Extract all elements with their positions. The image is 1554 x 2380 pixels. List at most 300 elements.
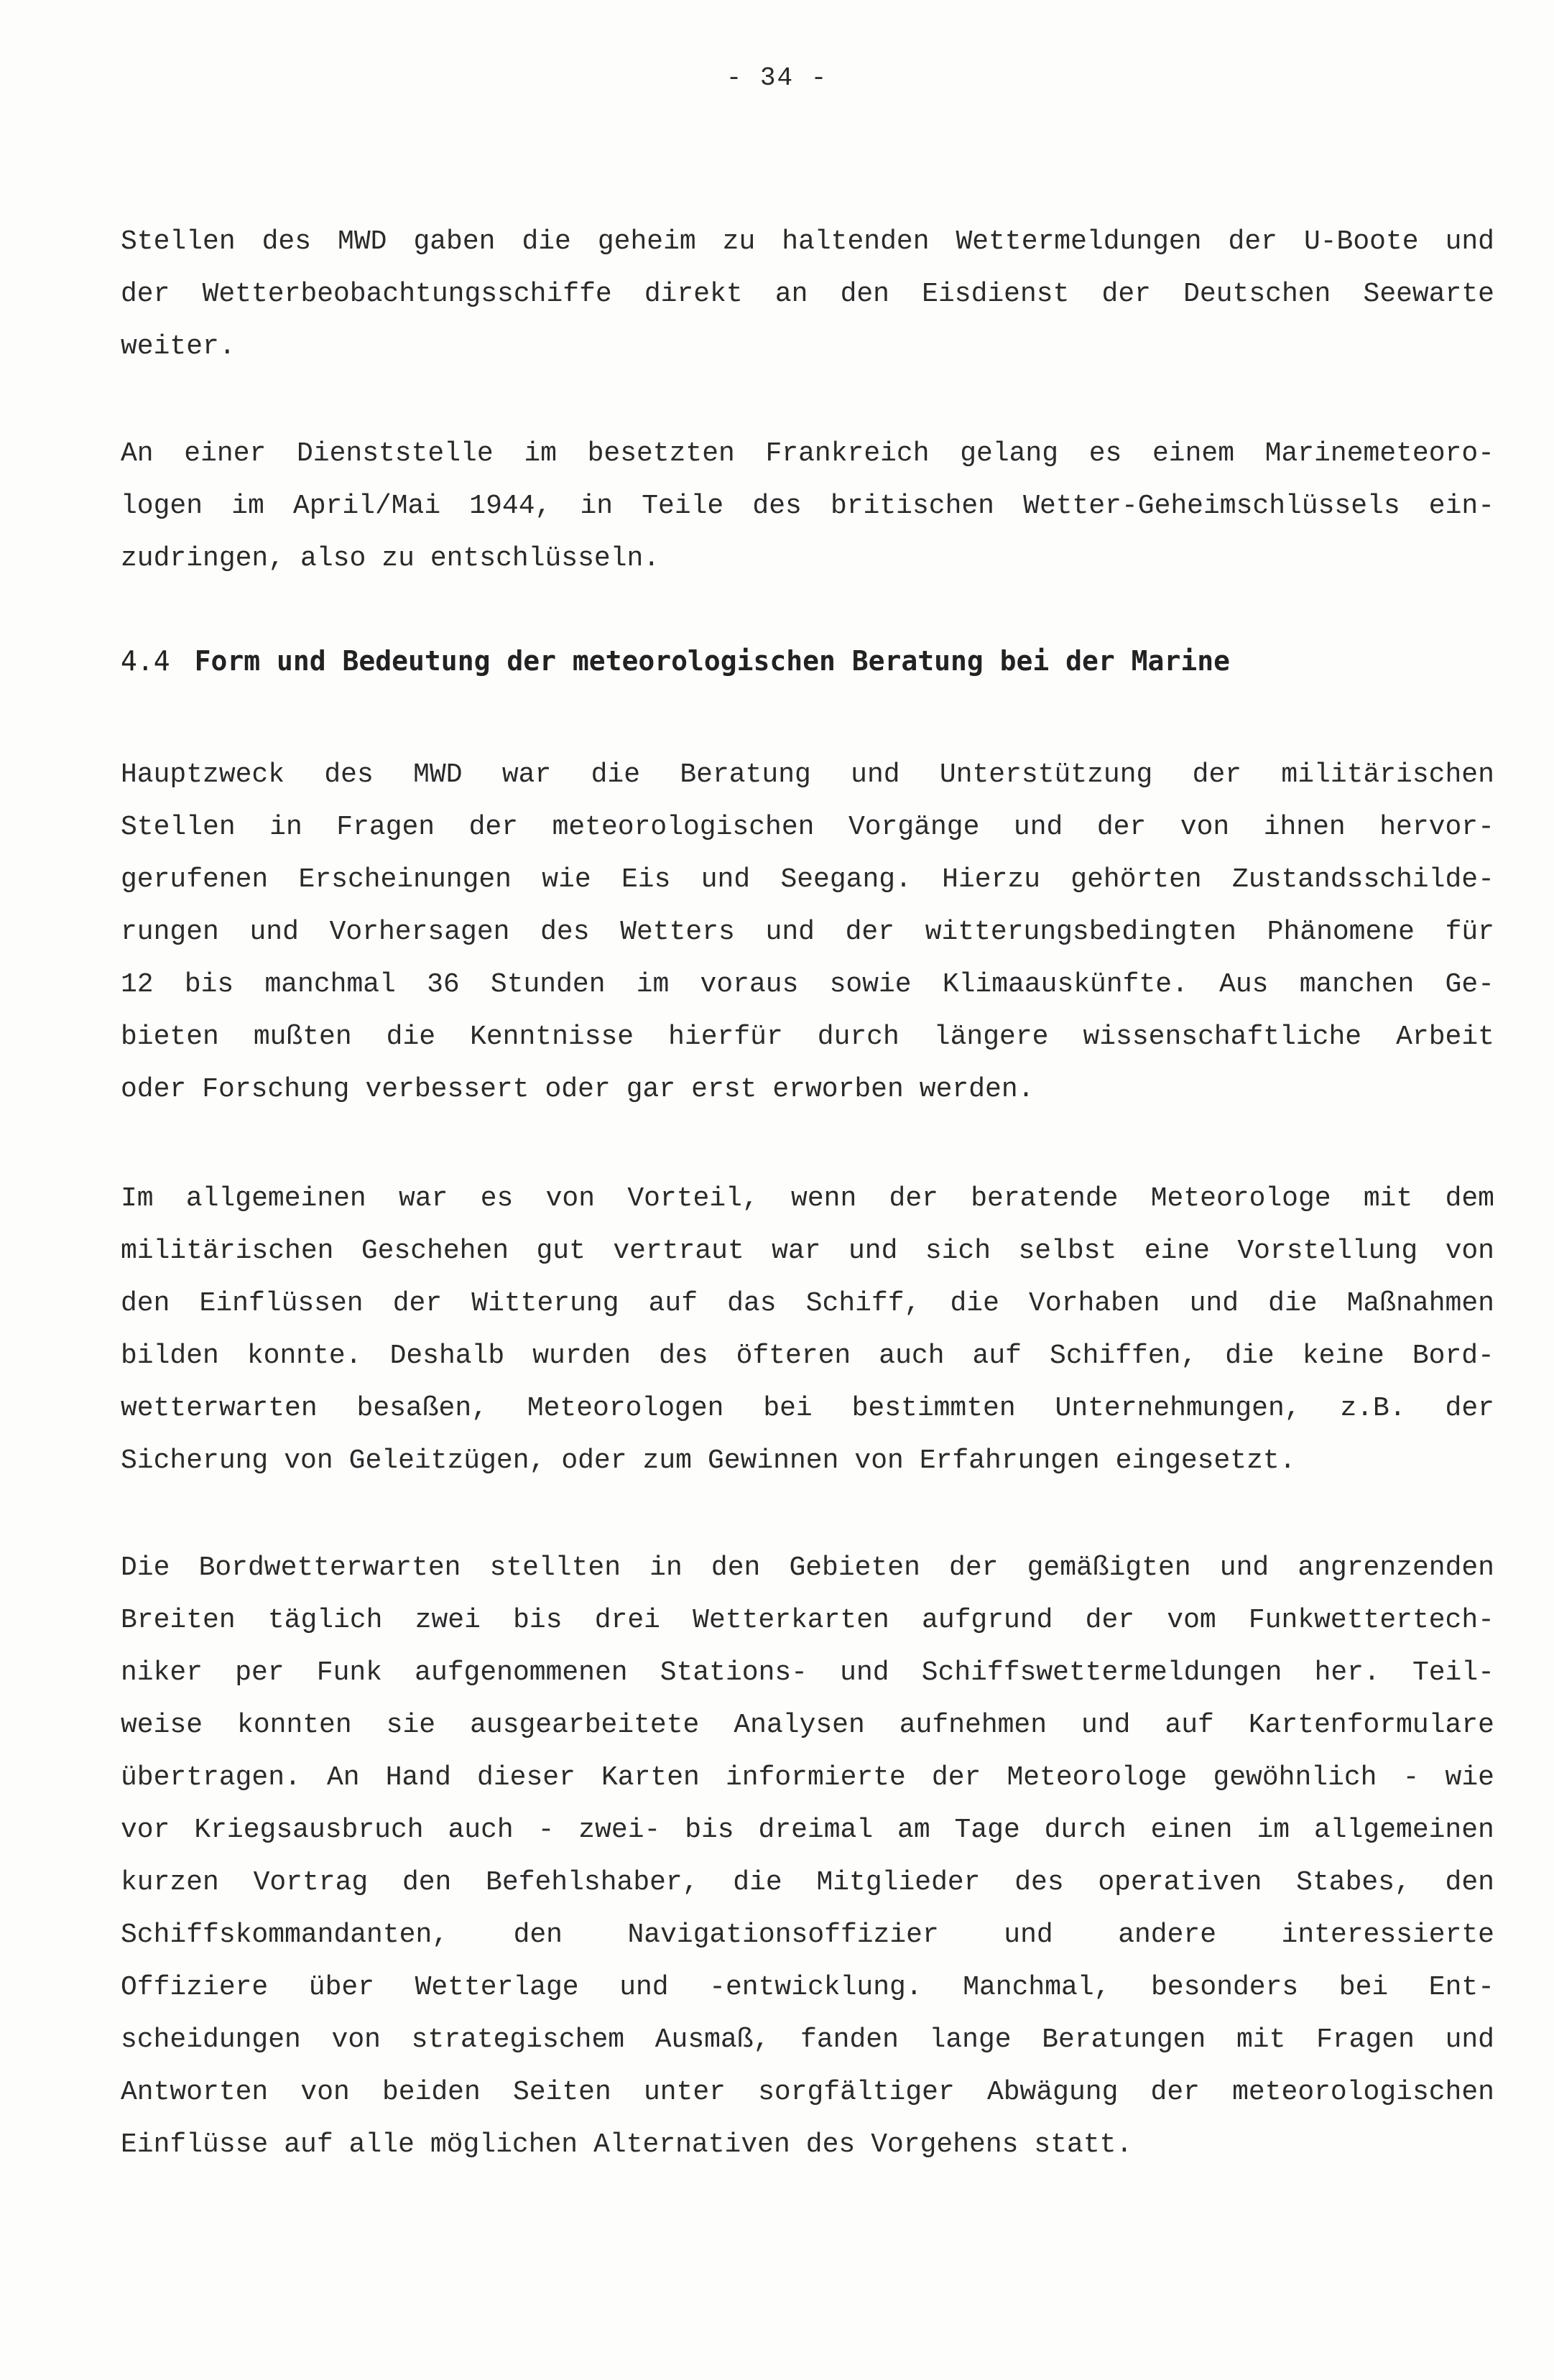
word: Erfahrungen <box>919 1445 1100 1476</box>
word: die <box>522 226 571 257</box>
word: Manchmal, <box>963 1972 1111 2003</box>
word: des <box>659 1341 708 1371</box>
word: aufgenommenen <box>415 1657 628 1688</box>
word: ausgearbeitete <box>470 1710 700 1741</box>
word: auf <box>972 1341 1022 1371</box>
section-heading <box>121 645 1230 677</box>
word: auch <box>448 1815 514 1846</box>
text-line <box>121 1011 1494 1063</box>
word: Schiffswettermeldungen <box>921 1657 1282 1688</box>
word: Schiff, <box>805 1288 921 1319</box>
word: und <box>840 1657 889 1688</box>
word: ein- <box>1428 491 1494 522</box>
word: auf <box>648 1288 698 1319</box>
word: Deshalb <box>389 1341 505 1371</box>
text-line <box>121 427 1494 480</box>
word: selbst <box>1018 1236 1117 1267</box>
word: an <box>774 279 808 310</box>
word: am <box>897 1815 930 1846</box>
word: für <box>1445 917 1494 948</box>
word: 36 <box>427 969 460 1000</box>
word: den <box>402 1867 452 1898</box>
word: geheim <box>597 226 696 257</box>
word: Kenntnisse <box>470 1022 634 1052</box>
word: bilden <box>121 1341 219 1371</box>
word: niker <box>121 1657 203 1688</box>
word: weise <box>121 1710 203 1741</box>
word: Hierzu <box>942 864 1040 895</box>
word: oder <box>561 1445 627 1476</box>
text-line <box>121 1330 1494 1382</box>
word: Vorgehens <box>871 2129 1019 2160</box>
word: Die <box>121 1552 170 1583</box>
word: des <box>324 759 374 790</box>
word: Forschung <box>202 1074 350 1105</box>
word: Bordwetterwarten <box>198 1552 461 1583</box>
word: Befehlshaber, <box>486 1867 699 1898</box>
page-number: - 34 - <box>726 63 828 93</box>
text-line <box>121 1856 1494 1909</box>
word: Antworten <box>121 2077 269 2108</box>
word: haltenden <box>782 226 930 257</box>
word: die <box>1268 1288 1318 1319</box>
word: Arbeit <box>1396 1022 1494 1052</box>
word: der <box>949 1552 999 1583</box>
word: Fragen <box>336 812 435 843</box>
word: Vorhersagen <box>329 917 510 948</box>
word: und <box>1189 1288 1239 1319</box>
word: dieser <box>477 1762 575 1793</box>
word: alle <box>348 2129 415 2160</box>
word: wetterwarten <box>121 1393 318 1424</box>
word: den <box>121 1288 170 1319</box>
word: Mitglieder <box>816 1867 981 1898</box>
word: allgemeinen <box>1314 1815 1494 1846</box>
word: Ge- <box>1445 969 1494 1000</box>
word: und <box>765 917 815 948</box>
word: Einflüssen <box>199 1288 364 1319</box>
word: der <box>889 1183 938 1214</box>
word: täglich <box>267 1605 383 1636</box>
word: von <box>1445 1236 1494 1267</box>
word: strategischem <box>411 2024 625 2055</box>
word: einer <box>184 438 267 469</box>
word: zu <box>722 226 756 257</box>
word: also <box>300 543 366 574</box>
word: per <box>235 1657 285 1688</box>
word: und <box>1004 1920 1053 1950</box>
word: dem <box>1445 1183 1494 1214</box>
word: gehörten <box>1070 864 1202 895</box>
word: Wetterbeobachtungsschiffe <box>202 279 612 310</box>
word: hervor- <box>1379 812 1494 843</box>
word: die <box>950 1288 999 1319</box>
word: des <box>805 2129 856 2160</box>
word: vom <box>1167 1605 1216 1636</box>
word: des <box>540 917 590 948</box>
word: war <box>501 759 552 790</box>
word: Vorstellung <box>1237 1236 1418 1267</box>
word: gewöhnlich <box>1213 1762 1377 1793</box>
word: aufgrund <box>922 1605 1053 1636</box>
word: gerufenen <box>121 864 269 895</box>
word: Meteorologe <box>1007 1762 1188 1793</box>
word: Sicherung <box>121 1445 269 1476</box>
word: längere <box>933 1022 1049 1052</box>
word: einen <box>1150 1815 1233 1846</box>
word: werden. <box>919 1074 1035 1105</box>
text-line <box>121 1063 1494 1116</box>
word: der <box>1085 1605 1135 1636</box>
word: militärischen <box>121 1236 334 1267</box>
text-line <box>121 853 1494 906</box>
word: der <box>845 917 895 948</box>
word: gemäßigten <box>1027 1552 1191 1583</box>
word: auf <box>1165 1710 1214 1741</box>
word: 12 <box>121 969 154 1000</box>
text-line <box>121 1961 1494 2014</box>
word: vertraut <box>613 1236 744 1267</box>
text-line <box>121 1804 1494 1856</box>
word: verbessert <box>365 1074 529 1105</box>
word: zu <box>381 543 415 574</box>
word: fanden <box>800 2024 899 2055</box>
word: Abwägung <box>986 2077 1119 2108</box>
word: Wetters <box>620 917 735 948</box>
word: manchen <box>1299 969 1415 1000</box>
word: Seewarte <box>1363 279 1494 310</box>
word: Eisdienst <box>922 279 1070 310</box>
word: Bord- <box>1412 1341 1494 1371</box>
word: bis <box>685 1815 734 1846</box>
word: Teil- <box>1412 1657 1494 1688</box>
word: oder <box>545 1074 611 1105</box>
text-line <box>121 1382 1494 1435</box>
word: aufnehmen <box>899 1710 1047 1741</box>
word: und <box>1445 2024 1494 2055</box>
word: Funkwettertech- <box>1248 1605 1494 1636</box>
word: der <box>121 279 170 310</box>
word: auch <box>879 1341 945 1371</box>
word: britischen <box>830 491 994 522</box>
word: den <box>840 279 889 310</box>
word: bestimmten <box>851 1393 1016 1424</box>
word: mußten <box>253 1022 352 1052</box>
word: Vortrag <box>253 1867 369 1898</box>
word: - <box>537 1815 555 1846</box>
word: Seegang. <box>780 864 912 895</box>
word: von <box>300 2077 350 2108</box>
word: sie <box>386 1710 436 1741</box>
word: Witterung <box>471 1288 619 1319</box>
word: zwei- <box>578 1815 661 1846</box>
text-line <box>121 1699 1494 1751</box>
word: Zustandsschilde- <box>1232 864 1494 895</box>
word: Offiziere <box>121 1972 269 2003</box>
word: - <box>1402 1762 1420 1793</box>
text-line <box>121 958 1494 1011</box>
word: ihnen <box>1263 812 1346 843</box>
word: Hand <box>385 1762 451 1793</box>
word: gelang <box>960 438 1059 469</box>
word: und <box>1445 226 1494 257</box>
word: bieten <box>121 1022 219 1052</box>
word: kurzen <box>121 1867 219 1898</box>
word: und <box>848 1236 898 1267</box>
word: öfteren <box>736 1341 851 1371</box>
word: Beratungen <box>1042 2024 1206 2055</box>
word: Maßnahmen <box>1346 1288 1494 1319</box>
word: besetzten <box>587 438 735 469</box>
word: übertragen. <box>121 1762 301 1793</box>
word: Geleitzügen, <box>348 1445 546 1476</box>
word: zum <box>642 1445 692 1476</box>
text-line <box>121 268 1494 320</box>
word: wie <box>542 864 591 895</box>
word: Tage <box>954 1815 1020 1846</box>
word: beratende <box>971 1183 1119 1214</box>
word: im <box>1257 1815 1290 1846</box>
word: weiter. <box>121 331 236 362</box>
word: Vorgänge <box>848 812 980 843</box>
word: von <box>284 1445 333 1476</box>
word: wie <box>1445 1762 1494 1793</box>
word: bis <box>184 969 234 1000</box>
word: MWD <box>413 759 463 790</box>
word: angrenzenden <box>1298 1552 1494 1583</box>
word: meteorologischen <box>552 812 815 843</box>
word: gaben <box>413 226 496 257</box>
word: von <box>545 1183 596 1214</box>
word: Schiffskommandanten, <box>121 1920 449 1950</box>
word: MWD <box>338 226 387 257</box>
word: konnten <box>237 1710 352 1741</box>
word: und <box>249 917 299 948</box>
word: wissenschaftliche <box>1083 1022 1362 1052</box>
word: Deutschen <box>1183 279 1331 310</box>
word: stellten <box>489 1552 621 1583</box>
word: war <box>399 1183 448 1214</box>
word: meteorologischen <box>1232 2077 1494 2108</box>
text-line <box>121 1277 1494 1330</box>
text-line <box>121 320 1494 373</box>
word: und <box>1081 1710 1131 1741</box>
word: hierfür <box>668 1022 783 1052</box>
word: Eis <box>621 864 671 895</box>
word: gar <box>626 1074 676 1105</box>
word: entschlüsseln. <box>430 543 660 574</box>
word: und <box>619 1972 669 2003</box>
word: militärischen <box>1281 759 1494 790</box>
word: Erscheinungen <box>298 864 512 895</box>
word: sich <box>925 1236 991 1267</box>
word: Aus <box>1219 969 1269 1000</box>
word: Breiten <box>121 1605 236 1636</box>
paragraph-3 <box>121 749 1494 1116</box>
word: direkt <box>644 279 743 310</box>
word: die <box>733 1867 782 1898</box>
word: Geschehen <box>361 1236 509 1267</box>
word: Dienststelle <box>296 438 494 469</box>
word: keine <box>1302 1341 1384 1371</box>
word: über <box>308 1972 375 2003</box>
word: Wetterkarten <box>693 1605 889 1636</box>
word: konnte. <box>246 1341 362 1371</box>
word: war <box>772 1236 821 1267</box>
word: lange <box>929 2024 1012 2055</box>
word: Analysen <box>734 1710 865 1741</box>
word: An <box>326 1762 360 1793</box>
word: statt. <box>1034 2129 1133 2160</box>
word: der <box>392 1288 443 1319</box>
word: wurden <box>532 1341 632 1371</box>
word: witterungsbedingten <box>925 917 1236 948</box>
word: eingesetzt. <box>1115 1445 1296 1476</box>
word: des <box>752 491 802 522</box>
word: durch <box>817 1022 899 1052</box>
word: bis <box>513 1605 563 1636</box>
word: Wetter-Geheimschlüssels <box>1023 491 1400 522</box>
word: Stations- <box>660 1657 808 1688</box>
word: mit <box>1236 2024 1286 2055</box>
word: dreimal <box>758 1815 874 1846</box>
word: sowie <box>829 969 912 1000</box>
text-line <box>121 1225 1494 1277</box>
word: und <box>851 759 900 790</box>
word: Meteorologe <box>1150 1183 1331 1214</box>
word: Vorhaben <box>1029 1288 1160 1319</box>
word: des <box>262 226 312 257</box>
word: der <box>1096 812 1147 843</box>
word: zudringen, <box>121 543 285 574</box>
word: den <box>513 1920 563 1950</box>
word: es <box>480 1183 514 1214</box>
word: Kriegsausbruch <box>194 1815 424 1846</box>
word: Ent- <box>1428 1972 1494 2003</box>
word: in <box>649 1552 683 1583</box>
word: Stellen <box>121 226 236 257</box>
word: in <box>269 812 302 843</box>
word: erworben <box>772 1074 904 1105</box>
word: es <box>1088 438 1122 469</box>
word: der <box>1150 2077 1200 2108</box>
word: auf <box>284 2129 333 2160</box>
word: Beratung <box>680 759 811 790</box>
word: einem <box>1152 438 1235 469</box>
word: Frankreich <box>765 438 930 469</box>
word: Hauptzweck <box>121 759 285 790</box>
word: logen <box>121 491 203 522</box>
section-title: Form und Bedeutung der meteorologischen Beratung bei der Marine <box>194 645 1230 677</box>
word: Navigationsoffizier <box>627 1920 939 1950</box>
text-line <box>121 1594 1494 1647</box>
word: möglichen <box>430 2129 578 2160</box>
word: Im <box>121 1183 154 1214</box>
word: bei <box>1338 1972 1389 2003</box>
word: Schiffen, <box>1050 1341 1198 1371</box>
word: Kartenformulare <box>1248 1710 1494 1741</box>
word: Unterstützung <box>939 759 1153 790</box>
word: vor <box>121 1815 170 1846</box>
word: den <box>711 1552 761 1583</box>
word: gut <box>536 1236 586 1267</box>
text-line <box>121 1909 1494 1961</box>
text-line <box>121 749 1494 801</box>
word: Vorteil, <box>627 1183 759 1214</box>
word: Karten <box>601 1762 700 1793</box>
word: 1944, <box>469 491 552 522</box>
word: und <box>1013 812 1063 843</box>
word: besaßen, <box>356 1393 488 1424</box>
word: z.B. <box>1340 1393 1406 1424</box>
word: Funk <box>316 1657 382 1688</box>
word: informierte <box>725 1762 906 1793</box>
word: unter <box>643 2077 726 2108</box>
word: des <box>1014 1867 1064 1898</box>
word: Gebieten <box>789 1552 920 1583</box>
word: -entwicklung. <box>709 1972 922 2003</box>
word: Wetterlage <box>415 1972 579 2003</box>
word: her. <box>1314 1657 1380 1688</box>
word: U-Boote <box>1303 226 1419 257</box>
word: Stunden <box>490 969 606 1000</box>
word: Ausmaß, <box>655 2024 770 2055</box>
word: Einflüsse <box>121 2129 269 2160</box>
text-line <box>121 801 1494 853</box>
word: Gewinnen <box>707 1445 839 1476</box>
paragraph-5 <box>121 1542 1494 2171</box>
word: die <box>591 759 641 790</box>
section-number: 4.4 <box>121 645 170 677</box>
word: der <box>468 812 519 843</box>
paragraph-1 <box>121 216 1494 373</box>
word: drei <box>594 1605 660 1636</box>
word: der <box>931 1762 981 1793</box>
word: Meteorologen <box>527 1393 724 1424</box>
word: scheidungen <box>121 2024 301 2055</box>
word: April/Mai <box>292 491 441 522</box>
text-line <box>121 216 1494 268</box>
word: von <box>854 1445 904 1476</box>
word: der <box>1101 279 1151 310</box>
word: allgemeinen <box>185 1183 366 1214</box>
word: den <box>1445 1867 1494 1898</box>
text-line <box>121 1172 1494 1225</box>
paragraph-4 <box>121 1172 1494 1487</box>
text-line <box>121 480 1494 532</box>
word: und <box>1219 1552 1269 1583</box>
word: operativen <box>1098 1867 1262 1898</box>
word: der <box>1192 759 1242 790</box>
word: im <box>636 969 670 1000</box>
word: das <box>727 1288 777 1319</box>
word: zwei <box>415 1605 481 1636</box>
text-line <box>121 2066 1494 2119</box>
word: Klimaauskünfte. <box>942 969 1188 1000</box>
text-line <box>121 532 1494 585</box>
word: oder <box>121 1074 187 1105</box>
word: im <box>231 491 264 522</box>
word: durch <box>1044 1815 1127 1846</box>
word: Seiten <box>512 2077 611 2108</box>
word: interessierte <box>1281 1920 1494 1950</box>
word: Stabes, <box>1296 1867 1411 1898</box>
text-line <box>121 2014 1494 2066</box>
word: voraus <box>700 969 799 1000</box>
text-line <box>121 1435 1494 1487</box>
word: mit <box>1363 1183 1413 1214</box>
word: und <box>700 864 751 895</box>
